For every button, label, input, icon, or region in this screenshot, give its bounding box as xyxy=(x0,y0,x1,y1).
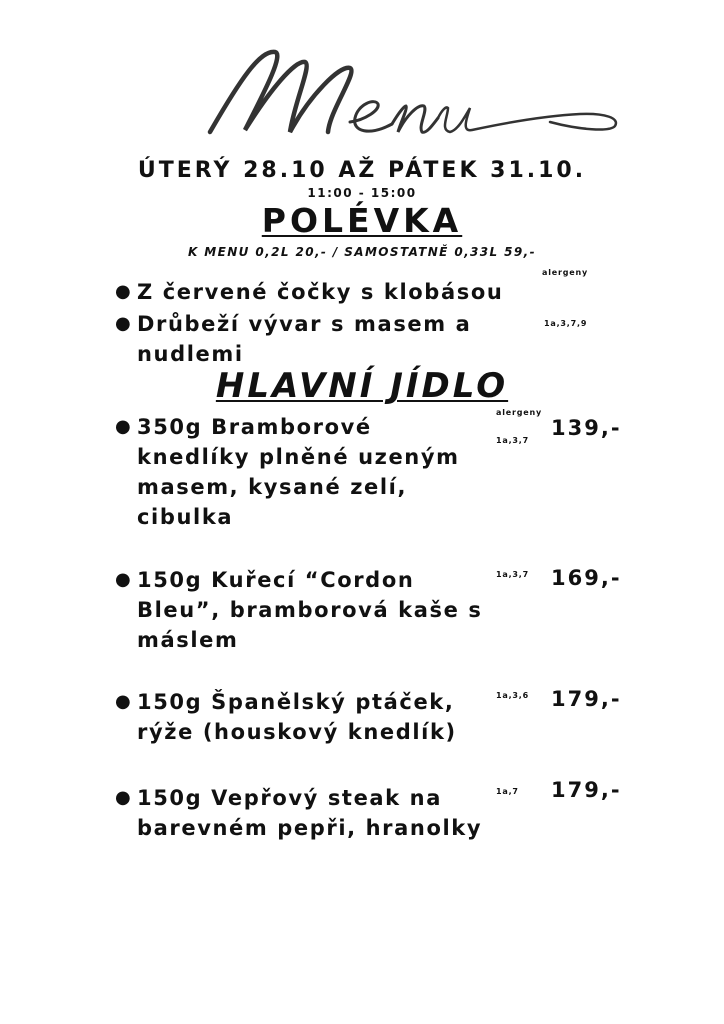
main-course-heading: HLAVNÍ JÍDLO xyxy=(215,366,509,406)
main-item-price: 139,- xyxy=(551,416,622,440)
bullet-icon: ● xyxy=(115,313,133,334)
bullet-icon: ● xyxy=(115,569,133,590)
soup-item xyxy=(115,309,495,369)
bullet-icon: ● xyxy=(115,691,133,712)
bullet-icon: ● xyxy=(115,416,133,437)
main-item-allergens: 1a,3,7 xyxy=(496,436,529,445)
main-item-allergens: 1a,7 xyxy=(496,787,519,796)
soup-item-name: Z červené čočky s klobásou xyxy=(137,280,504,304)
main-item-price: 179,- xyxy=(551,778,622,802)
main-item-name: 150g Vepřový steak na barevném pepři, hranolky xyxy=(137,786,483,840)
date-range: ÚTERÝ 28.10 AŽ PÁTEK 31.10. xyxy=(137,158,587,183)
bullet-icon: ● xyxy=(115,281,133,302)
main-item xyxy=(115,565,493,655)
bullet-icon: ● xyxy=(115,787,133,808)
main-item-name: 150g Španělský ptáček, rýže (houskový knedlík) xyxy=(137,690,457,744)
main-item-price: 179,- xyxy=(551,687,622,711)
menu-title-logo xyxy=(200,40,630,150)
soup-heading: POLÉVKA xyxy=(261,201,463,240)
soup-item-allergens: 1a,3,7,9 xyxy=(544,319,588,328)
main-allergens-label: alergeny xyxy=(496,408,542,417)
main-item-allergens: 1a,3,6 xyxy=(496,691,529,700)
main-item xyxy=(115,412,493,532)
soup-allergens-label: alergeny xyxy=(542,268,588,277)
opening-hours: 11:00 - 15:00 xyxy=(307,186,417,200)
soup-price-note: K MENU 0,2L 20,- / SAMOSTATNĚ 0,33L 59,- xyxy=(187,245,537,259)
main-item xyxy=(115,783,493,843)
main-item-name: 150g Kuřecí “Cordon Bleu”, bramborová kaše s máslem xyxy=(137,568,483,652)
soup-item xyxy=(115,277,535,307)
main-item xyxy=(115,687,511,747)
soup-item-name: Drůbeží vývar s masem a nudlemi xyxy=(137,312,472,366)
main-item-price: 169,- xyxy=(551,566,622,590)
main-item-allergens: 1a,3,7 xyxy=(496,570,529,579)
main-item-name: 350g Bramborové knedlíky plněné uzeným masem, kysané zelí, cibulka xyxy=(137,415,460,529)
